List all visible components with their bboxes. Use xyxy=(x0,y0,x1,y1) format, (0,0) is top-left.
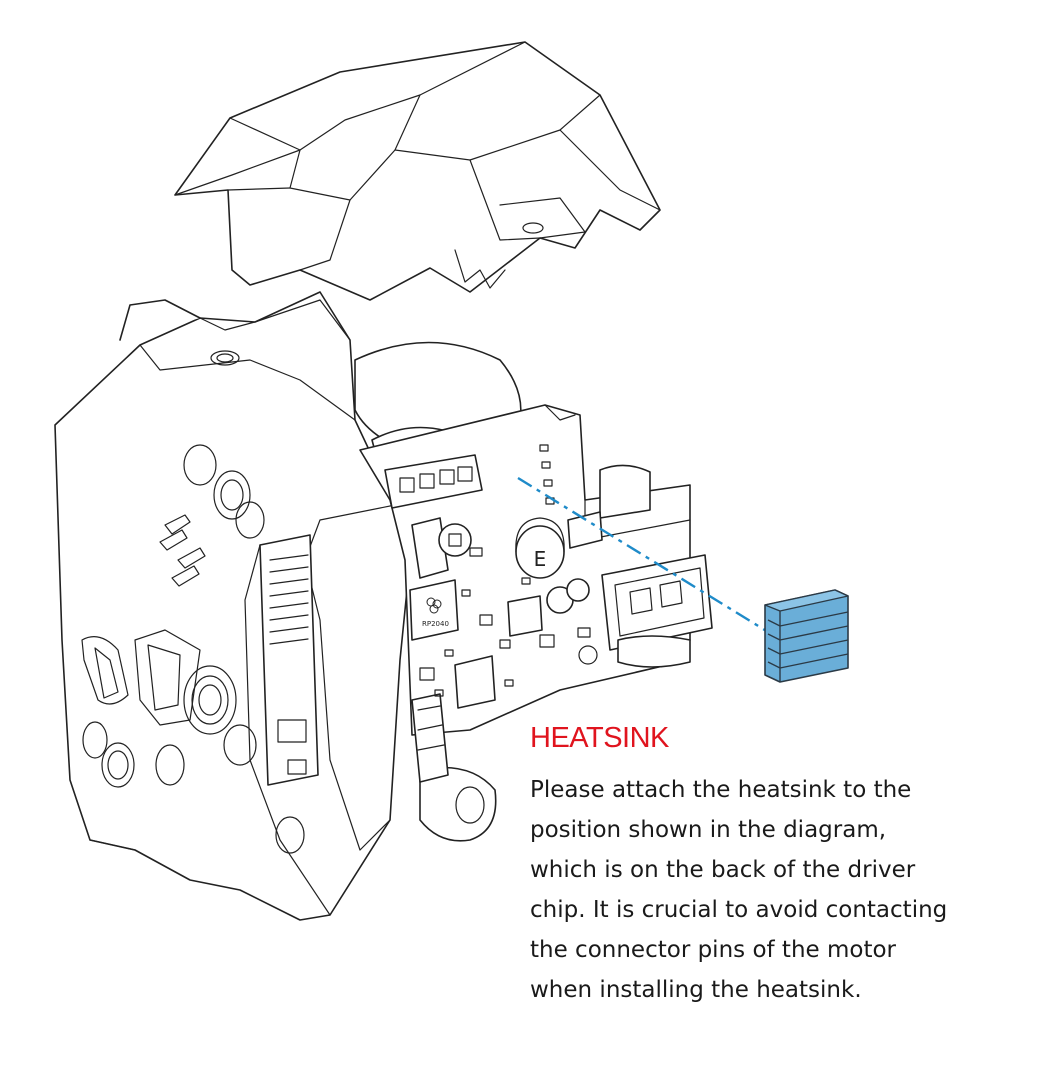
callout-body-line: when installing the heatsink. xyxy=(530,977,862,1003)
chip-label: RP2040 xyxy=(422,620,449,628)
callout-body-line: the connector pins of the motor xyxy=(530,937,897,963)
heatsink-part xyxy=(765,590,848,682)
inductor-letter: E xyxy=(533,547,547,571)
callout-body-line: which is on the back of the driver xyxy=(530,857,916,883)
motor-connector-header xyxy=(260,535,318,785)
top-cover-part xyxy=(175,42,660,300)
callout-body-line: Please attach the heatsink to the xyxy=(530,777,912,803)
callout-body xyxy=(530,770,1010,1010)
callout-body-line: position shown in the diagram, xyxy=(530,817,887,843)
callout-body-line: chip. It is crucial to avoid contacting xyxy=(530,897,948,923)
callout-title: HEATSINK xyxy=(530,722,669,754)
